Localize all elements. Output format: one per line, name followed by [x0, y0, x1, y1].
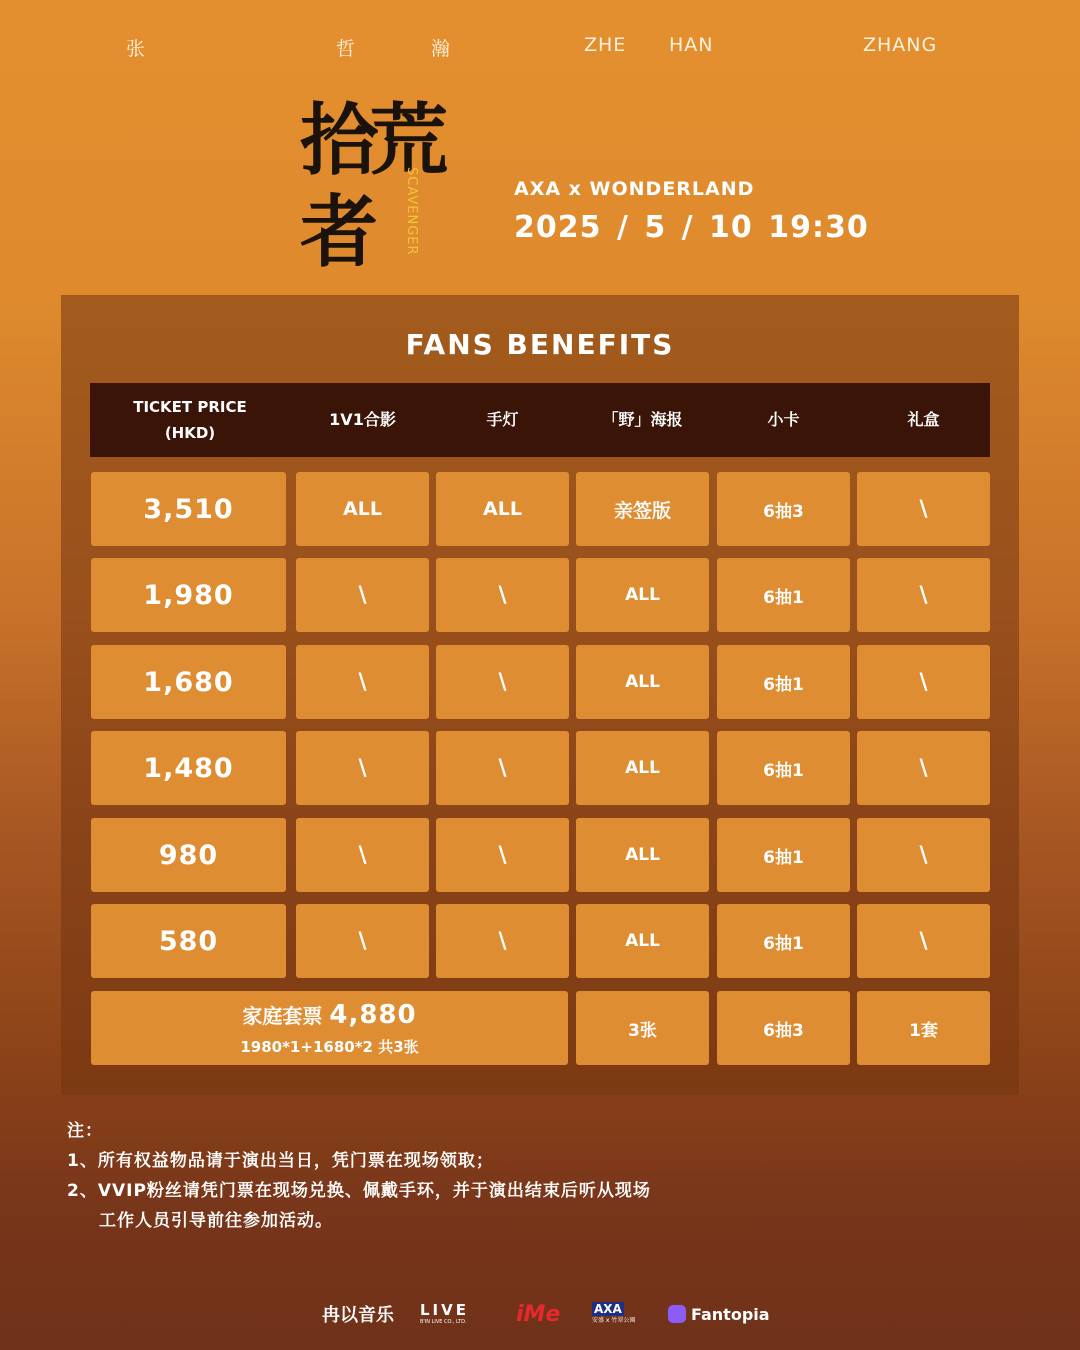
table-header [90, 383, 990, 457]
header-giftbox: 礼盒 [907, 410, 940, 429]
sponsor-ime-logo: iMe [516, 1301, 561, 1327]
benefit-cell: 6抽1 [717, 818, 850, 892]
benefit-cell: \ [436, 731, 569, 805]
family-label: 家庭套票 [242, 1003, 323, 1028]
price-cell: 3,510 [91, 472, 286, 546]
top-name-han-cn: 瀚 [431, 38, 452, 60]
top-name-zhang-cn: 张 [126, 38, 147, 60]
benefit-cell: ALL [576, 558, 709, 632]
benefit-cell: 6抽1 [717, 645, 850, 719]
price-cell: 980 [91, 818, 286, 892]
family-price: 4,880 [329, 999, 417, 1030]
family-gift-cell: 1套 [857, 991, 990, 1065]
event-subtitle: AXA x WONDERLAND [514, 178, 755, 200]
family-ticket-cell [91, 991, 568, 1065]
benefit-cell: \ [296, 558, 429, 632]
benefit-cell: \ [296, 818, 429, 892]
sponsor-live-main: LIVE [420, 1300, 469, 1319]
benefit-cell: ALL [576, 818, 709, 892]
benefit-cell: \ [296, 904, 429, 978]
benefit-cell: \ [857, 558, 990, 632]
benefit-cell: 亲签版 [576, 472, 709, 546]
sponsor-axa-main: AXA [594, 1302, 622, 1316]
benefit-cell: \ [436, 558, 569, 632]
sponsor-live-sub: B'IN LIVE CO., LTD. [420, 1318, 467, 1325]
top-name-zhang-en: ZHANG [863, 34, 938, 56]
benefit-cell: 6抽1 [717, 558, 850, 632]
family-card-cell: 6抽3 [717, 991, 850, 1065]
notes [67, 1116, 651, 1236]
family-poster-cell: 3张 [576, 991, 709, 1065]
sponsor-fantopia-logo [668, 1296, 770, 1332]
benefit-cell: 6抽3 [717, 472, 850, 546]
family-detail: 1980*1+1680*2 共3张 [240, 1037, 419, 1056]
benefit-cell: ALL [576, 731, 709, 805]
sponsor-axa-sub: 安盛 x 竹翠公園 [592, 1317, 636, 1324]
notes-line-1: 1、所有权益物品请于演出当日，凭门票在现场领取； [67, 1151, 494, 1171]
benefit-cell: ALL [436, 472, 569, 546]
header-1v1: 1V1合影 [329, 410, 396, 429]
benefit-cell: \ [857, 818, 990, 892]
benefit-cell: \ [296, 731, 429, 805]
header-poster: 「野」海报 [602, 410, 683, 429]
scavenger-logo [300, 95, 490, 280]
family-ticket-title [242, 1000, 416, 1030]
benefit-cell: 6抽1 [717, 731, 850, 805]
logo-subtitle: SCAVENGER [404, 167, 419, 256]
benefit-cell: \ [436, 645, 569, 719]
sponsor-live-logo [420, 1296, 469, 1332]
benefit-cell: \ [296, 645, 429, 719]
price-cell: 1,980 [91, 558, 286, 632]
benefit-cell: \ [436, 904, 569, 978]
price-cell: 580 [91, 904, 286, 978]
notes-title: 注： [67, 1121, 103, 1141]
header-price-line1: TICKET PRICE [133, 398, 247, 416]
benefit-cell: \ [857, 904, 990, 978]
benefit-cell: \ [436, 818, 569, 892]
top-name-zhe-en: ZHE [584, 34, 627, 56]
fantopia-label: Fantopia [691, 1304, 770, 1324]
event-date: 2025 / 5 / 10 19:30 [514, 210, 869, 245]
price-cell: 1,480 [91, 731, 286, 805]
benefit-cell: ALL [296, 472, 429, 546]
header-lightstick: 手灯 [486, 410, 519, 429]
benefit-cell: \ [857, 645, 990, 719]
price-cell: 1,680 [91, 645, 286, 719]
notes-line-2: 2、VVIP粉丝请凭门票在现场兑换、佩戴手环，并于演出结束后听从现场 [67, 1181, 651, 1201]
benefit-cell: 6抽1 [717, 904, 850, 978]
header-price-line2: (HKD) [164, 424, 216, 442]
sponsor-bar [0, 1296, 1080, 1332]
notes-line-3: 工作人员引导前往参加活动。 [99, 1211, 333, 1231]
benefit-cell: \ [857, 731, 990, 805]
fantopia-icon [668, 1305, 686, 1323]
benefit-cell: ALL [576, 645, 709, 719]
header-card: 小卡 [767, 410, 800, 429]
panel-title: FANS BENEFITS [405, 328, 675, 361]
top-name-zhe-cn: 哲 [336, 38, 357, 60]
logo-title: 拾荒者 [300, 95, 441, 278]
top-name-han-en: HAN [669, 34, 714, 56]
benefit-cell: ALL [576, 904, 709, 978]
header-ticket-price [90, 383, 290, 457]
benefit-cell: \ [857, 472, 990, 546]
sponsor-axa-logo [592, 1296, 635, 1332]
sponsor-ranyi-logo: 冉以音乐 [322, 1305, 394, 1326]
